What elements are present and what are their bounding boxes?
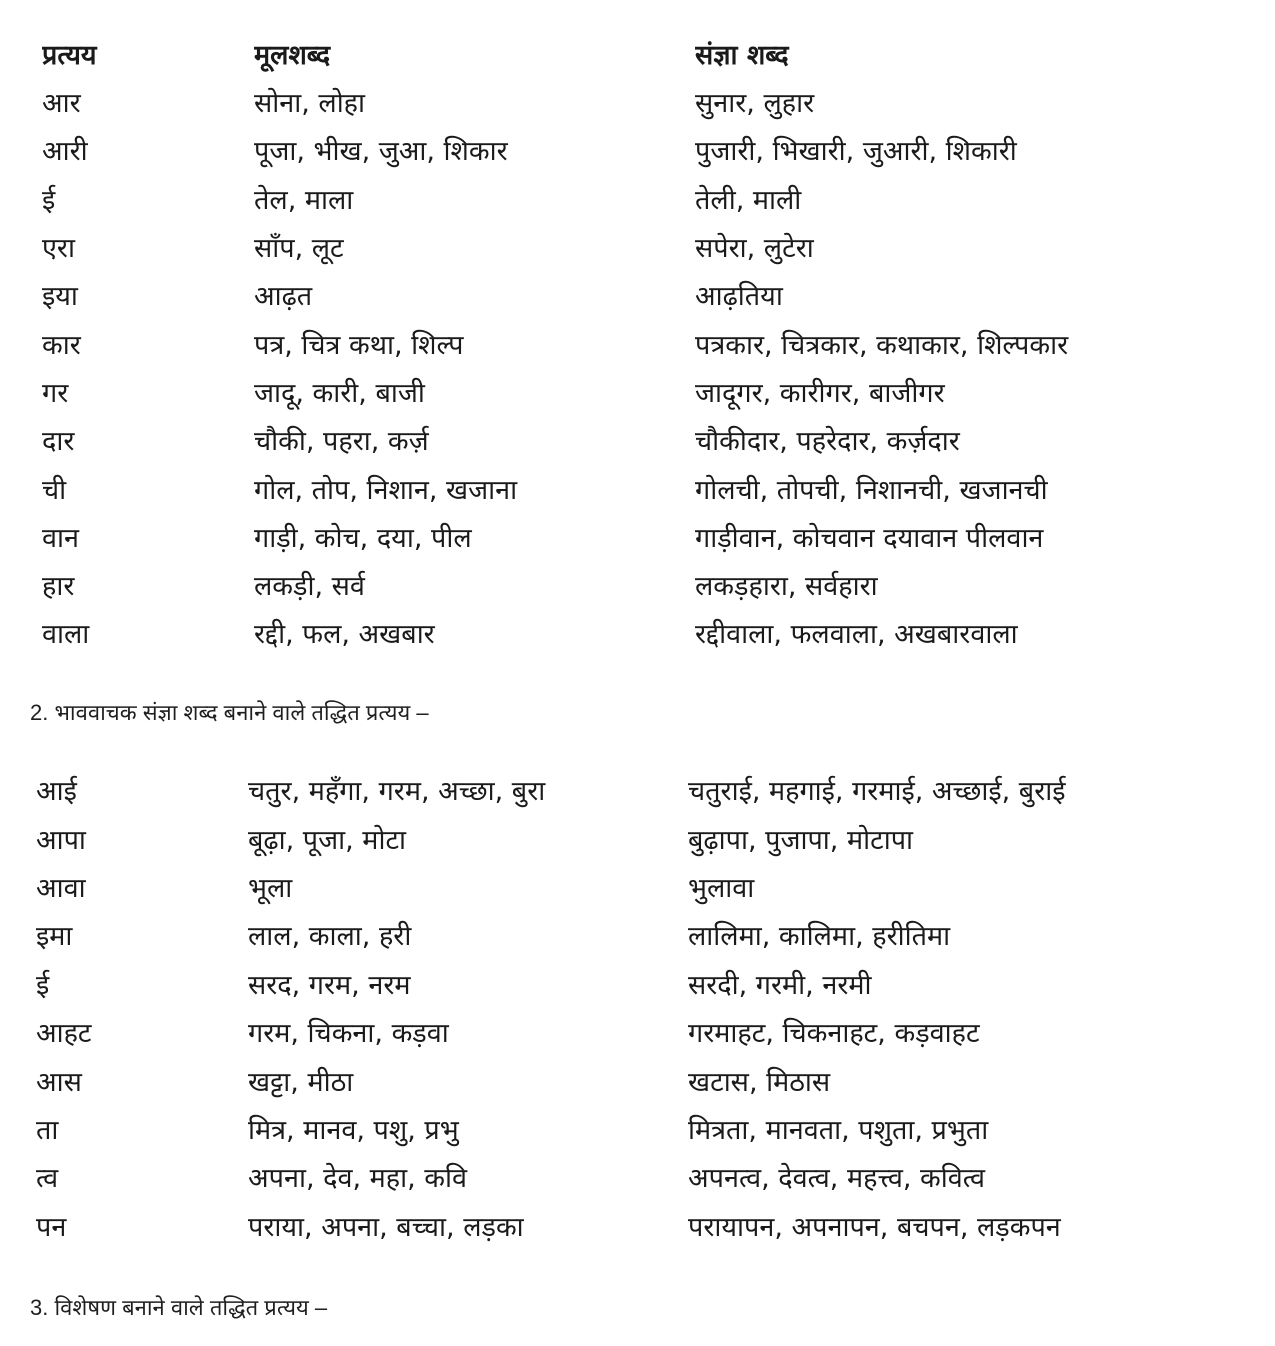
table-row <box>42 466 1222 514</box>
table-row <box>42 563 1222 611</box>
table-row <box>36 1058 1216 1106</box>
suffix-cell: ई <box>42 184 56 216</box>
suffix-cell: वान <box>42 522 79 554</box>
table-row <box>36 865 1216 913</box>
suffix-cell: गर <box>42 377 69 409</box>
suffix-cell: आपा <box>36 824 86 856</box>
root-word-cell: साँप, लूट <box>254 233 344 265</box>
suffix-cell: ई <box>36 969 50 1001</box>
root-word-cell: मित्र, मानव, पशु, प्रभु <box>248 1114 459 1146</box>
noun-word-cell: सरदी, गरमी, नरमी <box>688 969 872 1001</box>
noun-word-cell: गाड़ीवान, कोचवान दयावान पीलवान <box>695 522 1044 554</box>
suffix-cell: आरी <box>42 136 88 168</box>
noun-word-cell: पत्रकार, चित्रकार, कथाकार, शिल्पकार <box>695 329 1069 361</box>
root-word-cell: रद्दी, फल, अखबार <box>254 619 435 651</box>
noun-word-cell: जादूगर, कारीगर, बाजीगर <box>695 377 945 409</box>
noun-word-cell: भुलावा <box>688 872 755 904</box>
table-row <box>42 80 1222 128</box>
header-root-word: मूलशब्द <box>254 40 331 71</box>
section-heading-3: 3. विशेषण बनाने वाले तद्धित प्रत्यय – <box>30 1295 328 1320</box>
noun-word-cell: खटास, मिठास <box>688 1066 831 1098</box>
suffix-cell: ची <box>42 474 67 506</box>
suffix-cell: एरा <box>42 233 75 265</box>
table-row <box>36 962 1216 1010</box>
noun-word-cell: सपेरा, लुटेरा <box>695 233 814 265</box>
noun-word-cell: रद्दीवाला, फलवाला, अखबारवाला <box>695 619 1018 651</box>
noun-word-cell: गोलची, तोपची, निशानची, खजानची <box>695 474 1048 506</box>
abstract-noun-suffix-table <box>36 768 1216 1252</box>
table-row <box>42 177 1222 225</box>
suffix-cell: वाला <box>42 619 90 651</box>
table-row <box>42 321 1222 369</box>
table-row <box>36 816 1216 864</box>
root-word-cell: चौकी, पहरा, कर्ज़ <box>254 426 429 458</box>
section-heading-2: 2. भाववाचक संज्ञा शब्द बनाने वाले तद्धित प्रत्यय – <box>30 700 429 725</box>
root-word-cell: जादू, कारी, बाजी <box>254 377 425 409</box>
root-word-cell: गरम, चिकना, कड़वा <box>248 1018 449 1050</box>
root-word-cell: लाल, काला, हरी <box>248 921 412 953</box>
root-word-cell: भूला <box>248 872 293 904</box>
suffix-cell: इमा <box>36 921 73 953</box>
suffix-cell: आहट <box>36 1018 92 1050</box>
root-word-cell: गोल, तोप, निशान, खजाना <box>254 474 518 506</box>
table-row <box>36 1107 1216 1155</box>
noun-word-cell: आढ़तिया <box>695 281 783 313</box>
noun-suffix-table <box>42 32 1222 660</box>
table-row <box>42 611 1222 659</box>
root-word-cell: खट्टा, मीठा <box>248 1066 354 1098</box>
table-row <box>36 768 1216 816</box>
table-row <box>42 515 1222 563</box>
root-word-cell: बूढ़ा, पूजा, मोटा <box>248 824 407 856</box>
table-row <box>36 1204 1216 1252</box>
table-body <box>36 768 1216 1252</box>
suffix-cell: हार <box>42 571 75 603</box>
table-row <box>42 418 1222 466</box>
table-row <box>42 225 1222 273</box>
noun-word-cell: लकड़हारा, सर्वहारा <box>695 571 878 603</box>
root-word-cell: लकड़ी, सर्व <box>254 571 365 603</box>
suffix-cell: त्व <box>36 1163 59 1195</box>
suffix-cell: आई <box>36 776 77 808</box>
root-word-cell: चतुर, महँगा, गरम, अच्छा, बुरा <box>248 776 546 808</box>
suffix-cell: कार <box>42 329 81 361</box>
header-noun-word: संज्ञा शब्द <box>695 40 789 71</box>
noun-word-cell: बुढ़ापा, पुजापा, मोटापा <box>688 824 914 856</box>
noun-word-cell: अपनत्व, देवत्व, महत्त्व, कवित्व <box>688 1163 985 1195</box>
suffix-cell: ता <box>36 1114 59 1146</box>
root-word-cell: पूजा, भीख, जुआ, शिकार <box>254 136 508 168</box>
noun-word-cell: सुनार, लुहार <box>695 88 815 120</box>
table-row <box>36 1155 1216 1203</box>
noun-word-cell: परायापन, अपनापन, बचपन, लड़कपन <box>688 1211 1061 1243</box>
header-suffix: प्रत्यय <box>42 40 97 71</box>
suffix-cell: पन <box>36 1211 67 1243</box>
table-header-row <box>42 32 1222 80</box>
suffix-cell: इया <box>42 281 78 313</box>
table-row <box>42 273 1222 321</box>
noun-word-cell: चतुराई, महगाई, गरमाई, अच्छाई, बुराई <box>688 776 1066 808</box>
suffix-cell: आस <box>36 1066 82 1098</box>
table-row <box>42 370 1222 418</box>
suffix-cell: आर <box>42 88 81 120</box>
root-word-cell: पराया, अपना, बच्चा, लड़का <box>248 1211 524 1243</box>
table-body <box>42 80 1222 660</box>
noun-word-cell: मित्रता, मानवता, पशुता, प्रभुता <box>688 1114 989 1146</box>
noun-word-cell: गरमाहट, चिकनाहट, कड़वाहट <box>688 1018 980 1050</box>
noun-word-cell: तेली, माली <box>695 184 802 216</box>
root-word-cell: सोना, लोहा <box>254 88 366 120</box>
root-word-cell: आढ़त <box>254 281 313 313</box>
table-row <box>36 1010 1216 1058</box>
noun-word-cell: चौकीदार, पहरेदार, कर्ज़दार <box>695 426 960 458</box>
noun-word-cell: पुजारी, भिखारी, जुआरी, शिकारी <box>695 136 1017 168</box>
suffix-cell: दार <box>42 426 75 458</box>
root-word-cell: पत्र, चित्र कथा, शिल्प <box>254 329 464 361</box>
root-word-cell: तेल, माला <box>254 184 354 216</box>
root-word-cell: गाड़ी, कोच, दया, पील <box>254 522 472 554</box>
root-word-cell: सरद, गरम, नरम <box>248 969 411 1001</box>
noun-word-cell: लालिमा, कालिमा, हरीतिमा <box>688 921 951 953</box>
table-row <box>42 128 1222 176</box>
table-row <box>36 913 1216 961</box>
root-word-cell: अपना, देव, महा, कवि <box>248 1163 468 1195</box>
suffix-cell: आवा <box>36 872 86 904</box>
